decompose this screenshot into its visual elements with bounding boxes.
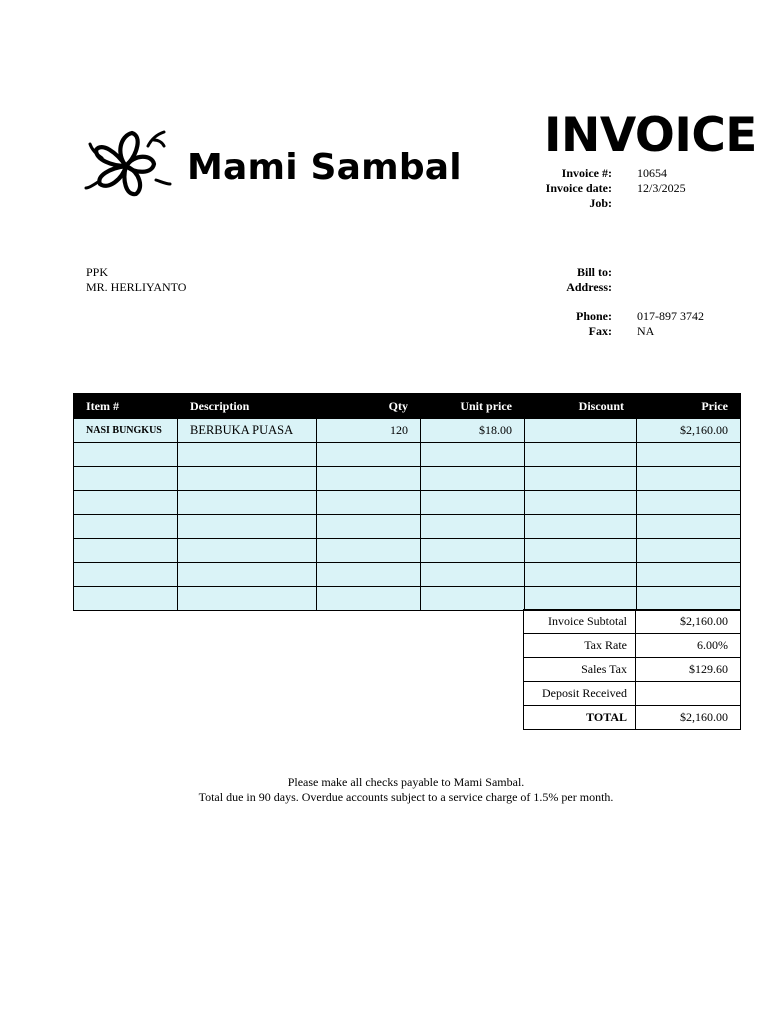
cell-unit-price [421, 515, 525, 539]
cell-unit-price [421, 539, 525, 563]
cell-description [178, 539, 317, 563]
table-row [74, 539, 741, 563]
cell-qty [317, 467, 421, 491]
table-row [74, 587, 741, 611]
sales-tax-value: $129.60 [636, 658, 741, 682]
deposit-row [524, 682, 741, 706]
payment-terms-line-2: Total due in 90 days. Overdue accounts subject to a service charge of 1.5% per month. [198, 790, 614, 804]
sales-tax-row [524, 658, 741, 682]
cell-description [178, 491, 317, 515]
cell-qty: 120 [317, 419, 421, 443]
table-row [74, 491, 741, 515]
header-price: Price [637, 394, 741, 419]
cell-description [178, 515, 317, 539]
phone-value: 017-897 3742 [637, 309, 704, 323]
header-discount: Discount [525, 394, 637, 419]
tax-rate-value: 6.00% [636, 634, 741, 658]
cell-unit-price: $18.00 [421, 419, 525, 443]
table-row [74, 419, 741, 443]
cell-price [637, 443, 741, 467]
cell-item-number [74, 539, 178, 563]
sales-tax-label: Sales Tax [524, 658, 636, 682]
cell-description: BERBUKA PUASA [178, 419, 317, 443]
cell-item-number [74, 443, 178, 467]
cell-qty [317, 491, 421, 515]
job-label: Job: [589, 196, 612, 210]
cell-price [637, 515, 741, 539]
cell-discount [525, 563, 637, 587]
subtotal-label: Invoice Subtotal [524, 610, 636, 634]
bill-to-label: Bill to: [577, 265, 612, 279]
total-label: TOTAL [524, 706, 636, 730]
cell-price [637, 467, 741, 491]
cell-item-number: NASI BUNGKUS [74, 419, 178, 443]
cell-price: $2,160.00 [637, 419, 741, 443]
total-value: $2,160.00 [636, 706, 741, 730]
table-row [74, 563, 741, 587]
cell-unit-price [421, 491, 525, 515]
cell-discount [525, 467, 637, 491]
cell-discount [525, 491, 637, 515]
table-row [74, 467, 741, 491]
invoice-date-label: Invoice date: [545, 181, 612, 195]
customer-line-2: MR. HERLIYANTO [86, 280, 187, 294]
cell-description [178, 467, 317, 491]
cell-qty [317, 515, 421, 539]
invoice-number-label: Invoice #: [561, 166, 612, 180]
cell-discount [525, 443, 637, 467]
deposit-label: Deposit Received [524, 682, 636, 706]
fax-value: NA [637, 324, 655, 338]
invoice-number-value: 10654 [637, 166, 667, 180]
company-name: Mami Sambal [187, 147, 462, 188]
cell-price [637, 563, 741, 587]
table-row [74, 443, 741, 467]
header-qty: Qty [317, 394, 421, 419]
phone-label: Phone: [576, 309, 612, 323]
total-row [524, 706, 741, 730]
cell-qty [317, 563, 421, 587]
table-header-row [74, 394, 741, 419]
cell-discount [525, 419, 637, 443]
header-unit-price: Unit price [421, 394, 525, 419]
invoice-date-value: 12/3/2025 [637, 181, 686, 195]
payment-terms [0, 775, 768, 805]
header-item-number: Item # [74, 394, 178, 419]
cell-discount [525, 515, 637, 539]
cell-price [637, 587, 741, 611]
line-items-table [73, 393, 741, 611]
address-label: Address: [566, 280, 612, 294]
cell-item-number [74, 587, 178, 611]
cell-unit-price [421, 443, 525, 467]
cell-qty [317, 443, 421, 467]
subtotal-value: $2,160.00 [636, 610, 741, 634]
cell-item-number [74, 467, 178, 491]
table-row [74, 515, 741, 539]
cell-item-number [74, 563, 178, 587]
cell-price [637, 539, 741, 563]
invoice-title: INVOICE [544, 108, 757, 163]
customer-line-1: PPK [86, 265, 109, 279]
cell-description [178, 563, 317, 587]
deposit-value [636, 682, 741, 706]
cell-qty [317, 587, 421, 611]
cell-description [178, 587, 317, 611]
cell-price [637, 491, 741, 515]
tax-rate-row [524, 634, 741, 658]
subtotal-row [524, 610, 741, 634]
header-description: Description [178, 394, 317, 419]
cell-discount [525, 587, 637, 611]
cell-unit-price [421, 467, 525, 491]
cell-item-number [74, 515, 178, 539]
frangipani-flower-icon [84, 128, 174, 200]
cell-unit-price [421, 563, 525, 587]
payment-terms-line-1: Please make all checks payable to Mami Sambal. [287, 775, 525, 789]
cell-discount [525, 539, 637, 563]
cell-description [178, 443, 317, 467]
cell-qty [317, 539, 421, 563]
fax-label: Fax: [588, 324, 612, 338]
totals-table [523, 609, 741, 730]
cell-item-number [74, 491, 178, 515]
tax-rate-label: Tax Rate [524, 634, 636, 658]
cell-unit-price [421, 587, 525, 611]
